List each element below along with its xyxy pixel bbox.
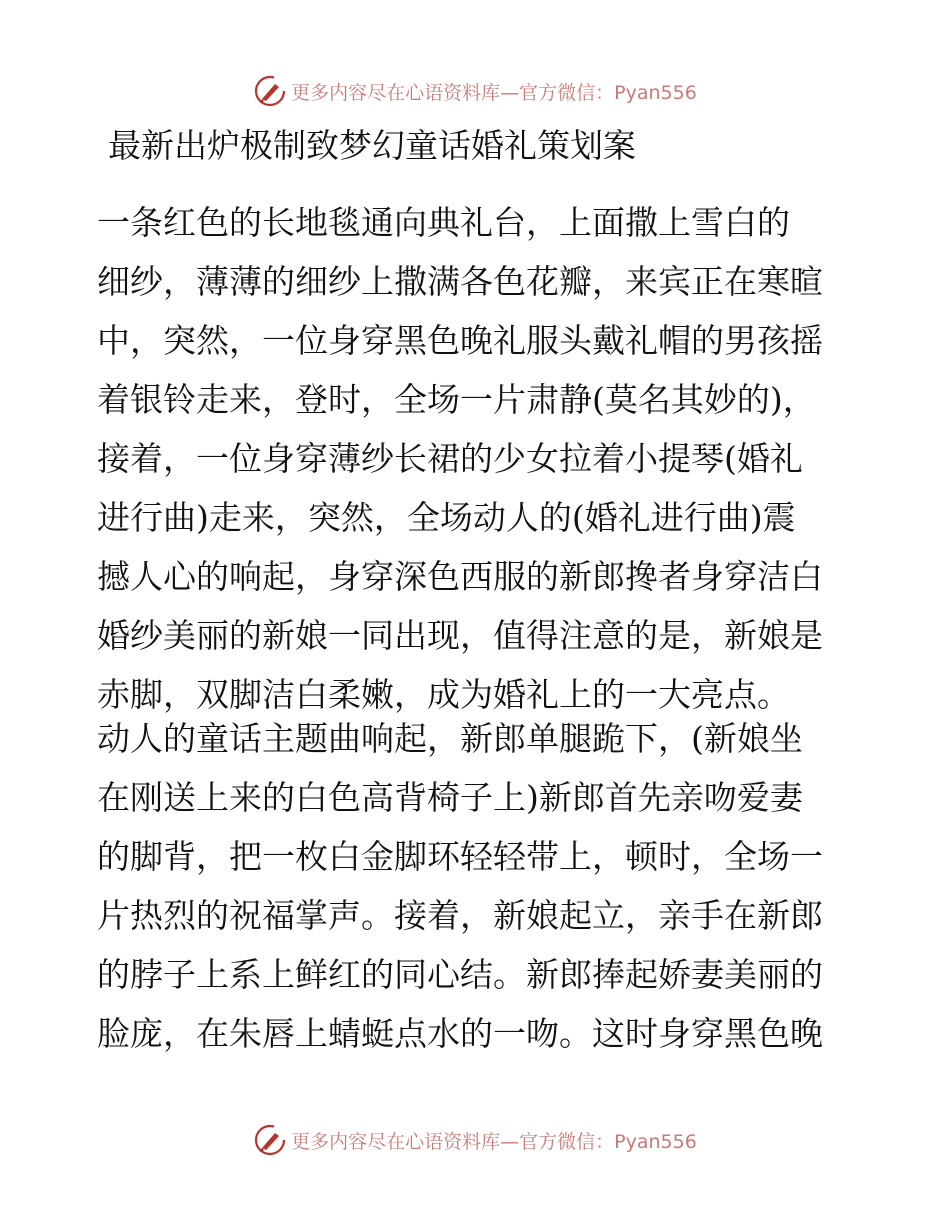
text-line: 在刚送上来的白色高背椅子上)新郎首先亲吻爱妻	[97, 778, 803, 817]
text-line: 着银铃走来，登时，全场一片肃静(莫名其妙的)，	[97, 380, 816, 419]
pen-logo-icon	[253, 74, 287, 108]
paragraph-1	[97, 193, 857, 724]
header-banner	[0, 71, 950, 111]
footer-banner-text: 更多内容尽在心语资料库—官方微信：Pyan556	[291, 1130, 697, 1153]
text-line: 的脚背，把一枚白金脚环轻轻带上，顿时，全场一	[97, 837, 823, 876]
text-line: 婚纱美丽的新娘一同出现，值得注意的是，新娘是	[97, 616, 823, 655]
text-line: 的脖子上系上鲜红的同心结。新郎捧起娇妻美丽的	[97, 955, 823, 994]
text-line: 赤脚，双脚洁白柔嫩，成为婚礼上的一大亮点。	[97, 675, 790, 714]
text-line: 撼人心的响起，身穿深色西服的新郎搀者身穿洁白	[97, 557, 823, 596]
footer-banner	[0, 1120, 950, 1160]
document-title: 最新出炉极制致梦幻童话婚礼策划案	[108, 126, 636, 165]
text-line: 一条红色的长地毯通向典礼台，上面撒上雪白的	[97, 203, 790, 242]
paragraph-2	[97, 709, 857, 1063]
text-line: 片热烈的祝福掌声。接着，新娘起立，亲手在新郎	[97, 896, 823, 935]
text-line: 动人的童话主题曲响起，新郎单腿跪下，(新娘坐	[97, 719, 803, 758]
header-banner-text: 更多内容尽在心语资料库—官方微信：Pyan556	[291, 81, 697, 104]
text-line: 细纱，薄薄的细纱上撒满各色花瓣，来宾正在寒暄	[97, 262, 823, 301]
text-line: 进行曲)走来，突然，全场动人的(婚礼进行曲)震	[97, 498, 796, 537]
text-line: 接着，一位身穿薄纱长裙的少女拉着小提琴(婚礼	[97, 439, 803, 478]
text-line: 中，突然，一位身穿黑色晚礼服头戴礼帽的男孩摇	[97, 321, 823, 360]
text-line: 脸庞，在朱唇上蜻蜓点水的一吻。这时身穿黑色晚	[97, 1014, 823, 1053]
pen-logo-icon	[253, 1123, 287, 1157]
